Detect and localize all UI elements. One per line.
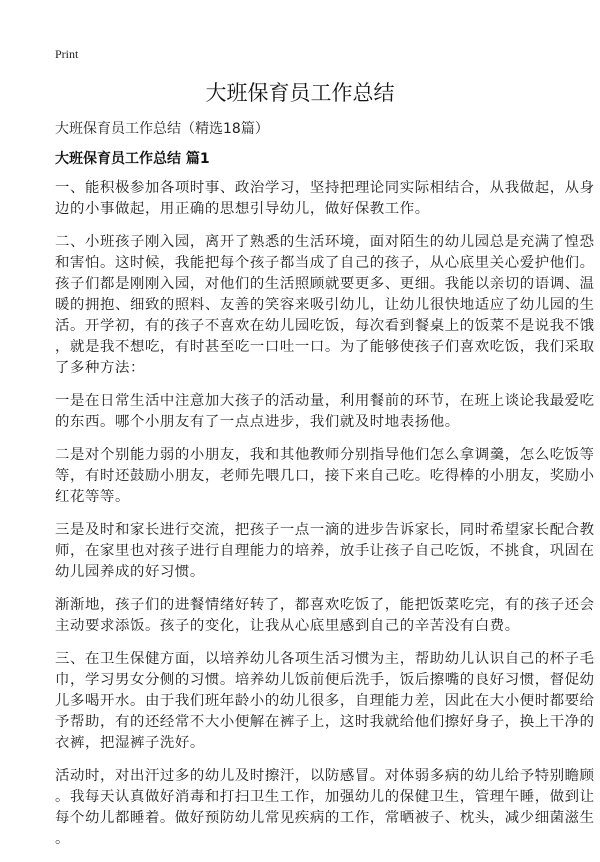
paragraph-line: 孩子们都是刚刚入园，对他们的生活照顾就要更多、更细。我能以亲切的语调、温: [55, 276, 595, 292]
paragraph: [55, 445, 595, 508]
section-heading: 大班保育员工作总结 篇1: [55, 151, 210, 167]
paragraph-line: 的东西。哪个小朋友有了一点点进步，我们就及时地表扬他。: [55, 414, 460, 430]
paragraph-line: 等，有时还鼓励小朋友，老师先喂几口，接下来自己吃。吃得棒的小朋友，奖励小: [55, 468, 595, 484]
paragraph: [55, 649, 595, 754]
paragraph-line: 一、能积极参加各项时事、政治学习，坚持把理论同实际相结合，从我做起，从身: [55, 180, 595, 196]
paragraph-line: 暖的拥抱、细致的照料、友善的笑容来吸引幼儿，让幼儿很快地适应了幼儿园的生: [55, 297, 595, 313]
paragraph-line: 。我每天认真做好消毒和打扫卫生工作，加强幼儿的保健卫生，管理午睡，做到让: [55, 789, 595, 805]
paragraph-line: 衣裤，把湿裤子洗好。: [55, 735, 205, 751]
document-subtitle: 大班保育员工作总结（精选18篇）: [55, 121, 269, 137]
paragraph-line: 每个幼儿都睡着。做好预防幼儿常见疾病的工作，常晒被子、枕头，减少细菌滋生: [55, 810, 595, 826]
paragraph-line: 红花等等。: [55, 489, 130, 505]
paragraph-line: 儿多喝开水。由于我们班年龄小的幼儿很多，自理能力差，因此在大小便时都要给: [55, 693, 595, 709]
paragraph: [55, 766, 595, 850]
document-body: [55, 178, 595, 862]
paragraph-line: 边的小事做起，用正确的思想引导幼儿，做好保教工作。: [55, 201, 430, 217]
paragraph-line: 活。开学初，有的孩子不喜欢在幼儿园吃饭，每次看到餐桌上的饭菜不是说我不饿: [55, 318, 595, 334]
paragraph: [55, 595, 595, 637]
paragraph: [55, 178, 595, 220]
document-title: 大班保育员工作总结: [205, 81, 395, 105]
paragraph-line: 巾，学习男女分侧的习惯。培养幼儿饭前便后洗手，饭后擦嘴的良好习惯，督促幼: [55, 672, 595, 688]
paragraph: [55, 520, 595, 583]
paragraph-line: 和害怕。这时候，我能把每个孩子都当成了自己的孩子，从心底里关心爱护他们。: [55, 255, 595, 271]
paragraph-line: 主动要求添饭。孩子的变化，让我从心底里感到自己的辛苦没有白费。: [55, 618, 520, 634]
paragraph-line: 一是在日常生活中注意加大孩子的活动量，利用餐前的环节，在班上谈论我最爱吃: [55, 393, 595, 409]
paragraph-line: 。: [55, 831, 70, 847]
paragraph-line: 师，在家里也对孩子进行自理能力的培养，放手让孩子自己吃饭，不挑食，巩固在: [55, 543, 595, 559]
paragraph-line: 活动时，对出汗过多的幼儿及时擦汗，以防感冒。对体弱多病的幼儿给予特别瞻顾: [55, 768, 595, 784]
paragraph-line: 了多种方法：: [55, 360, 145, 376]
paragraph-line: 予帮助，有的还经常不大小便解在裤子上，这时我就给他们擦好身子，换上干净的: [55, 714, 595, 730]
paragraph-line: 幼儿园养成的好习惯。: [55, 564, 205, 580]
paragraph-line: 二是对个别能力弱的小朋友，我和其他教师分别指导他们怎么拿调羹，怎么吃饭等: [55, 447, 595, 463]
paragraph: [55, 232, 595, 379]
paragraph-line: 三、在卫生保健方面，以培养幼儿各项生活习惯为主，帮助幼儿认识自己的杯子毛: [55, 651, 595, 667]
paragraph-line: 二、小班孩子刚入园，离开了熟悉的生活环境，面对陌生的幼儿园总是充满了惶恐: [55, 234, 595, 250]
print-label: Print: [55, 47, 79, 61]
paragraph: [55, 391, 595, 433]
paragraph-line: ，就是我不想吃，有时甚至吃一口吐一口。为了能够使孩子们喜欢吃饭，我们采取: [55, 339, 595, 355]
paragraph-line: 渐渐地，孩子们的进餐情绪好转了，都喜欢吃饭了，能把饭菜吃完，有的孩子还会: [55, 597, 595, 613]
paragraph-line: 三是及时和家长进行交流，把孩子一点一滴的进步告诉家长，同时希望家长配合教: [55, 522, 595, 538]
